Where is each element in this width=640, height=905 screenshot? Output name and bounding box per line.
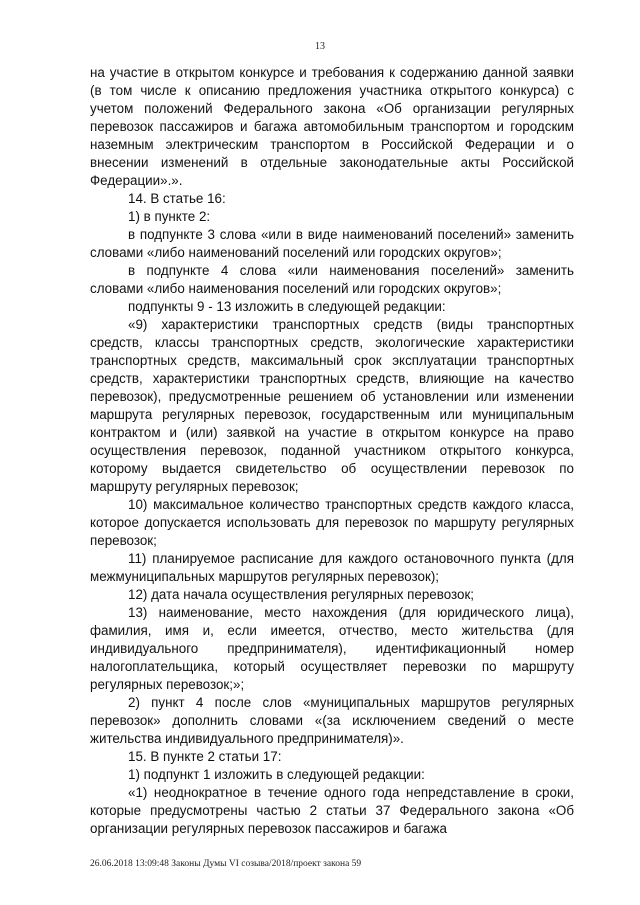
paragraph-subitem-11-text: 11) планируемое расписание для каждого остановочного пункта (для межмуниципальных маршрутов регулярных перевозок); [90,551,574,584]
document-footer: 26.06.2018 13:09:48 Законы Думы VI созыва/2018/проект закона 59 [90,859,362,869]
paragraph-continuation: на участие в открытом конкурсе и требования к содержанию данной заявки (в том числе к описанию предложения участника открытого конкурса) с учетом положений Федерального закона «Об организации регулярных перевозок пассажиров и багажа автомобильным транспортом и городским наземным электрическим транспортом в Российской Федерации и о внесении изменений в отдельные законодательные акты Российской Федерации».». [90,65,574,188]
paragraph-article-17-heading: 15. В пункте 2 статьи 17: [128,749,282,764]
paragraph-item-1: 1) в пункте 2: [128,209,211,224]
paragraph-subitem-9-text: «9) характеристики транспортных средств (виды транспортных средств, классы транспортных средств, экологические характеристики транспортных средств, максимальный срок эксплуатации транспортных средств, характеристики транспортных средств, влияющие на качество перевозок), предусмотренные решением об установлении или изменении маршрута регулярных перевозок, государственным или муниципальным контрактом и (или) заявкой на участие в открытом конкурсе на право осуществления перевозок, поданной участником открытого конкурса, которому выдается свидетельство об осуществлении перевозок по маршруту регулярных перевозок; [90,317,574,494]
paragraph-subitem-10-text: 10) максимальное количество транспортных средств каждого класса, которое допускается использовать для перевозок по маршруту регулярных перевозок; [90,497,574,548]
paragraph-subitem-13-text: 13) наименование, место нахождения (для юридического лица), фамилия, имя и, если имеется, отчество, место жительства (для индивидуального предпринимателя), идентификационный номер налогоплательщика, который осуществляет перевозки по маршруту регулярных перевозок;»; [90,605,574,692]
paragraph-item-1-article-17: 1) подпункт 1 изложить в следующей редакции: [128,767,425,782]
paragraph-subitem-1-text: «1) неоднократное в течение одного года непредставление в сроки, которые предусмотрены частью 2 статьи 37 Федерального закона «Об организации регулярных перевозок пассажиров и багажа [90,785,574,836]
paragraph-subitems-9-13: подпункты 9 - 13 изложить в следующей редакции: [128,299,446,314]
page-number: 13 [315,41,325,52]
paragraph-article-16-heading: 14. В статье 16: [128,191,226,206]
paragraph-subitem-12-text: 12) дата начала осуществления регулярных перевозок; [128,587,475,602]
paragraph-subitem-4: в подпункте 4 слова «или наименования поселений» заменить словами «либо наименования поселений или городских округов»; [90,263,574,296]
paragraph-item-2: 2) пункт 4 после слов «муниципальных маршрутов регулярных перевозок» дополнить словами «(за исключением сведений о месте жительства индивидуального предпринимателя)». [90,695,574,746]
document-body [90,64,574,838]
paragraph-subitem-3: в подпункте 3 слова «или в виде наименований поселений» заменить словами «либо наименований поселений или городских округов»; [90,227,574,260]
